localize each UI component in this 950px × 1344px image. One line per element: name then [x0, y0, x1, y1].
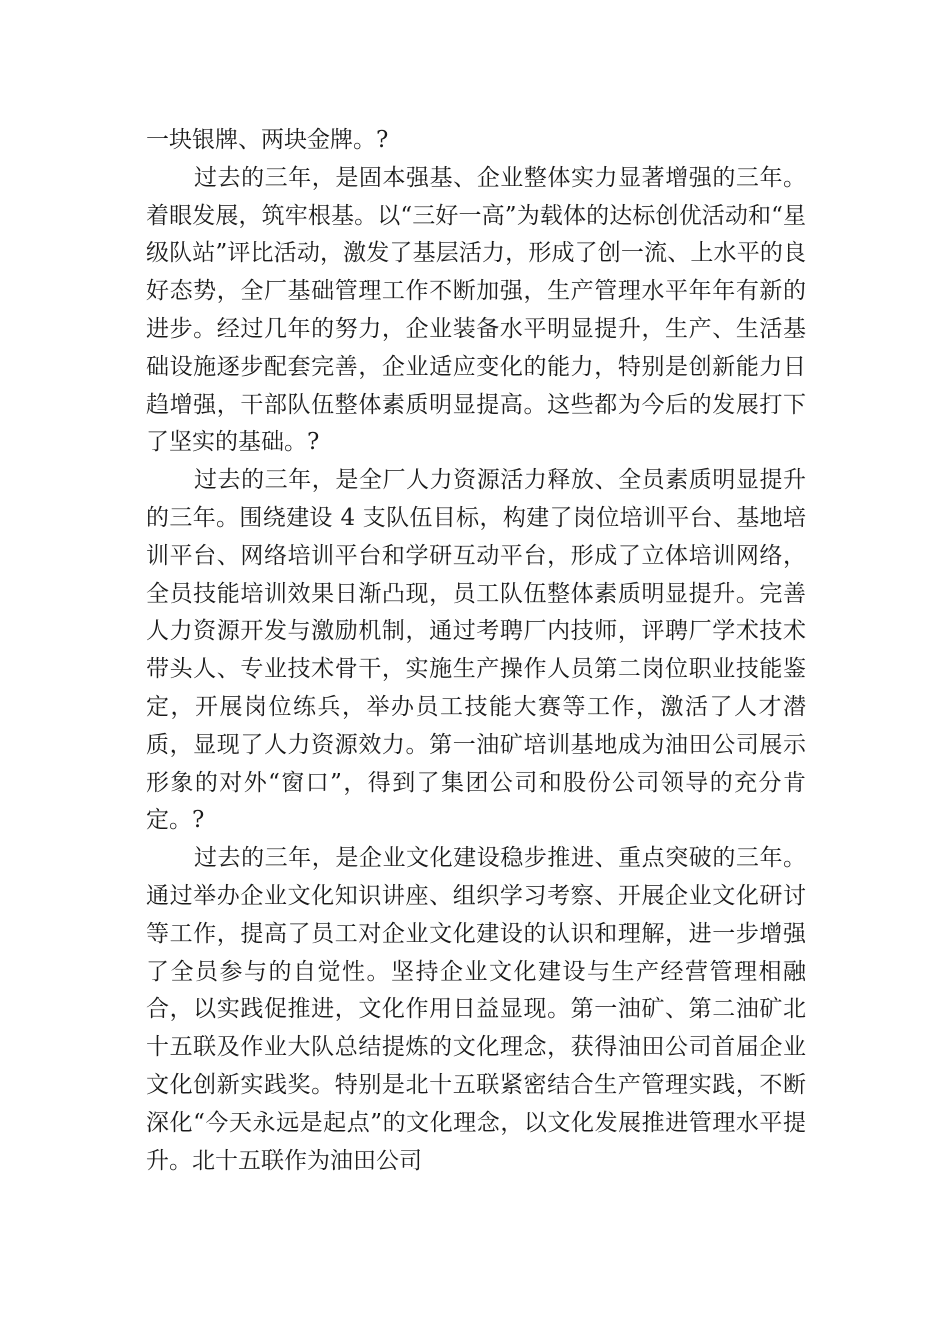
- paragraph-2: 过去的三年，是固本强基、企业整体实力显著增强的三年。 着眼发展，筑牢根基。以“三好一高”为载体的达标创优活动和“星级队站”评比活动，激发了基层活力，形成了创一流、上水平的良好态势，全厂基础管理工作不断加强，生产管理水平年年有新的进步。经过几年的努力，企业装备水平明显提升，生产、生活基础设施逐步配套完善，企业适应变化的能力，特别是创新能力日趋增强，干部队伍整体素质明显提高。这些都为今后的发展打下了坚实的基础。?: [146, 164, 806, 456]
- document-body: [146, 122, 806, 1180]
- paragraph-3: 过去的三年，是全厂人力资源活力释放、全员素质明显提升的三年。围绕建设 4 支队伍目标，构建了岗位培训平台、基地培训平台、网络培训平台和学研互动平台，形成了立体培训网络，全员技能培训效果日渐凸现，员工队伍整体素质明显提升。完善人力资源开发与激励机制，通过考聘厂内技师，评聘厂学术技术带头人、专业技术骨干，实施生产操作人员第二岗位职业技能鉴定，开展岗位练兵，举办员工技能大赛等工作，激活了人才潜质，显现了人力资源效力。第一油矿培训基地成为油田公司展示形象的对外“窗口”，得到了集团公司和股份公司领导的充分肯定。?: [146, 467, 806, 834]
- paragraph-4: 过去的三年，是企业文化建设稳步推进、重点突破的三年。通过举办企业文化知识讲座、组织学习考察、开展企业文化研讨等工作，提高了员工对企业文化建设的认识和理解，进一步增强了全员参与的自觉性。坚持企业文化建设与生产经营管理相融合，以实践促推进，文化作用日益显现。第一油矿、第二油矿北十五联及作业大队总结提炼的文化理念，获得油田公司首届企业文化创新实践奖。特别是北十五联紧密结合生产管理实践，不断深化“今天永远是起点”的文化理念，以文化发展推进管理水平提升。北十五联作为油田公司: [146, 845, 806, 1174]
- paragraph-1: 一块银牌、两块金牌。?: [146, 127, 389, 153]
